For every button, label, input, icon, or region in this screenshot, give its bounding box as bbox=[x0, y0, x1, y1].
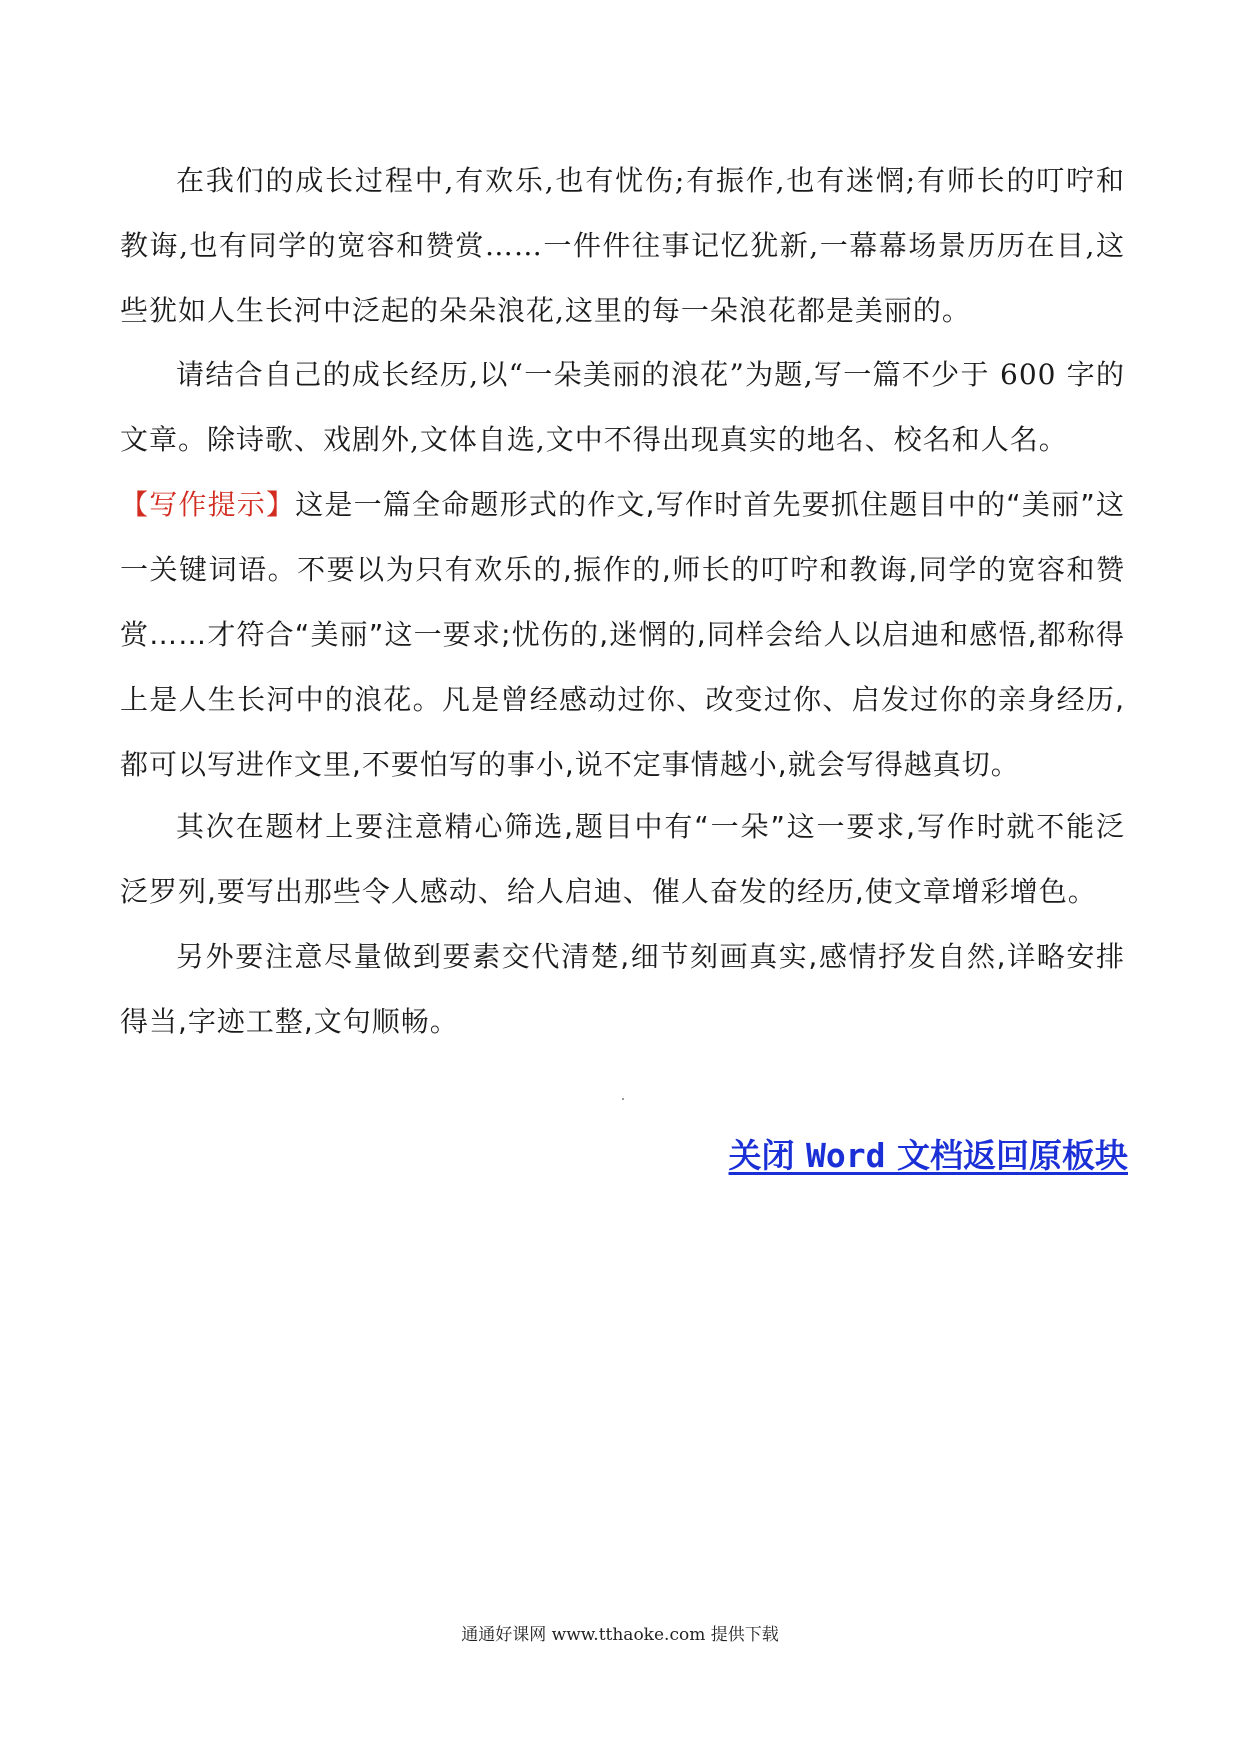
hint-text: 这是一篇全命题形式的作文,写作时首先要抓住题目中的“美丽”这一关键词语。不要以为只有欢乐的,振作的,师长的叮咛和教诲,同学的宽容和赞赏……才符合“美丽”这一要求;忧伤的,迷惘的,同样会给人以启迪和感悟,都称得上是人生长河中的浪花。凡是曾经感动过你、改变过你、启发过你的亲身经历,都可以写进作文里,不要怕写的事小,说不定事情越小,就会写得越真切。 bbox=[120, 488, 1125, 781]
footer-credit: 通通好课网 www.tthaoke.com 提供下载 bbox=[461, 1625, 779, 1645]
close-link-part1: 关闭 bbox=[728, 1136, 795, 1175]
paragraph-second: 其次在题材上要注意精心筛选,题目中有“一朵”这一要求,写作时就不能泛泛罗列,要写出那些令人感动、给人启迪、催人奋发的经历,使文章增彩增色。 bbox=[120, 810, 1125, 908]
close-link-word: Word bbox=[806, 1136, 886, 1175]
stray-dot bbox=[622, 1098, 624, 1100]
paragraph-third: 另外要注意尽量做到要素交代清楚,细节刻画真实,感情抒发自然,详略安排得当,字迹工整,文句顺畅。 bbox=[120, 940, 1125, 1038]
close-link-part3: 文档返回原板块 bbox=[897, 1136, 1128, 1175]
close-document-link[interactable] bbox=[729, 1130, 1128, 1177]
paragraph-writing-hint bbox=[120, 472, 1125, 797]
paragraph-task: 请结合自己的成长经历,以“一朵美丽的浪花”为题,写一篇不少于 600 字的文章。除诗歌、戏剧外,文体自选,文中不得出现真实的地名、校名和人名。 bbox=[120, 358, 1125, 456]
hint-label: 【写作提示】 bbox=[120, 488, 296, 521]
paragraph-intro: 在我们的成长过程中,有欢乐,也有忧伤;有振作,也有迷惘;有师长的叮咛和教诲,也有同学的宽容和赞赏……一件件往事记忆犹新,一幕幕场景历历在目,这些犹如人生长河中泛起的朵朵浪花,这里的每一朵浪花都是美丽的。 bbox=[120, 164, 1125, 327]
